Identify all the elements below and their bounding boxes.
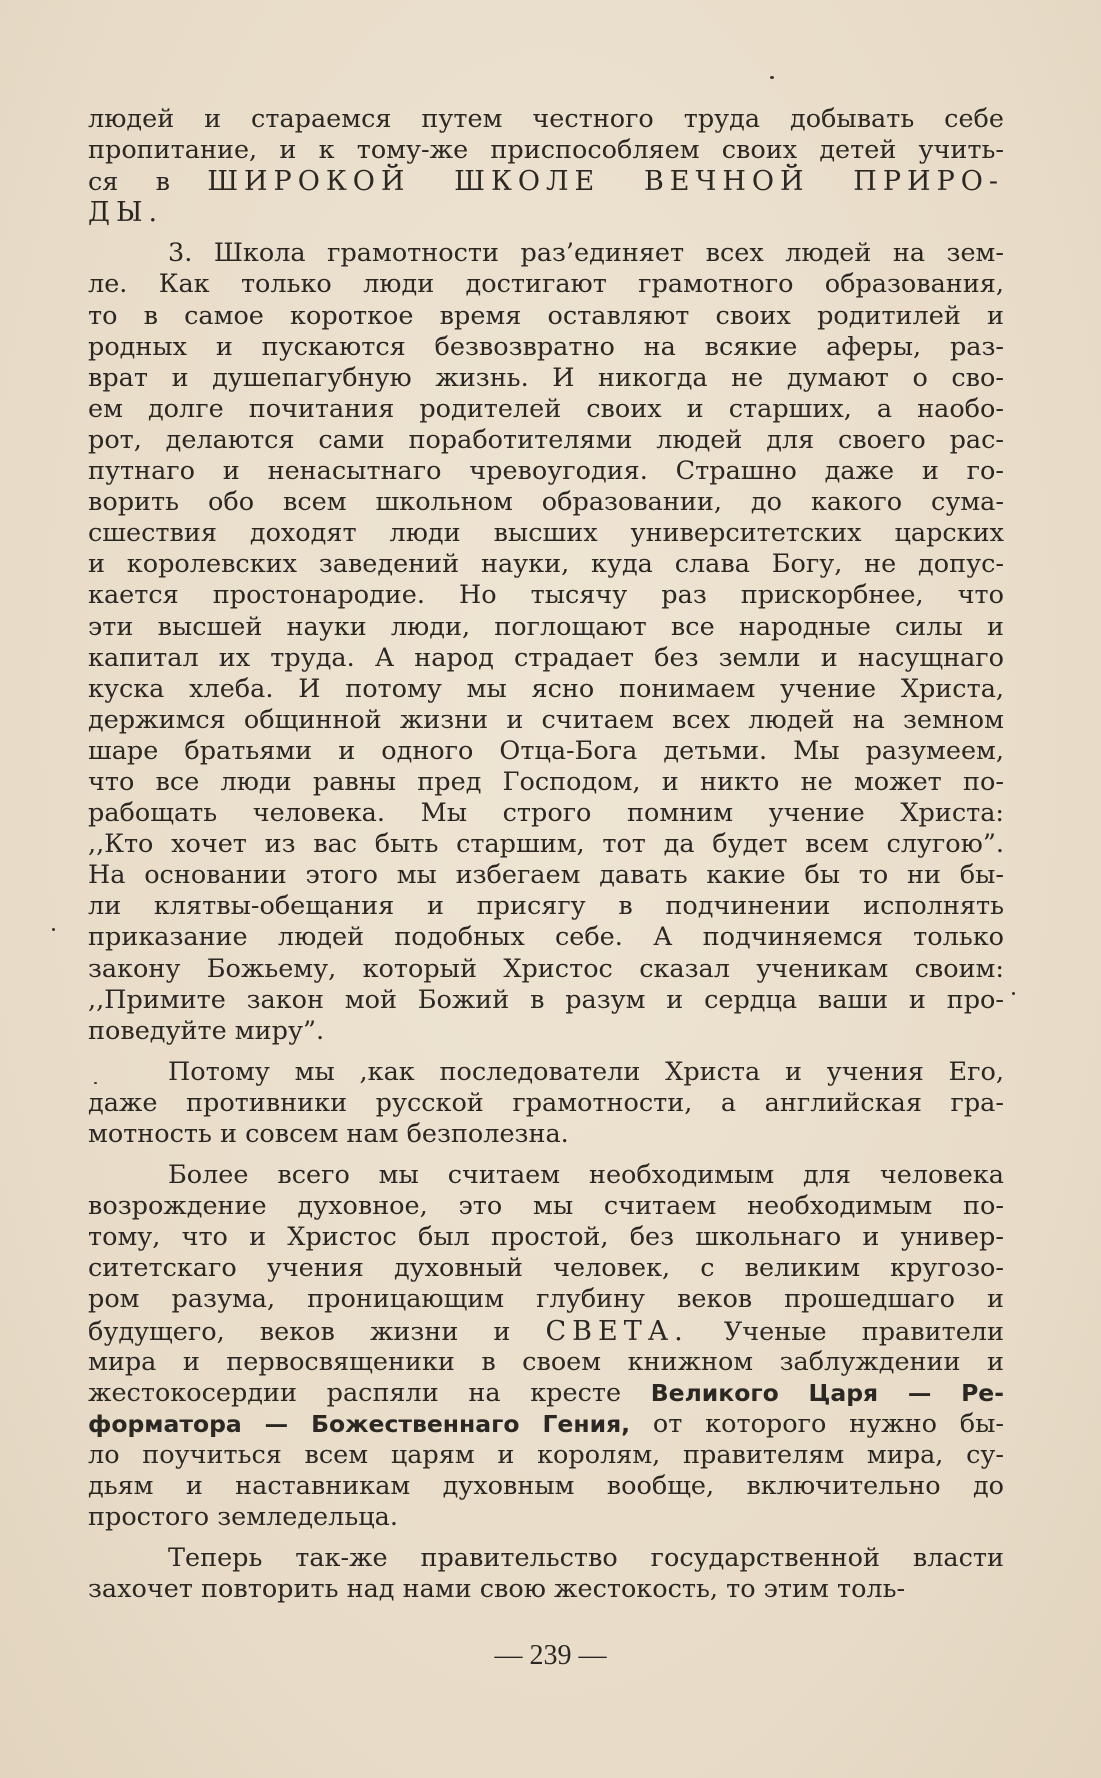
text-line [88,798,1004,829]
text-line [88,1160,1004,1191]
text-run: Ученые правители [688,1316,1004,1347]
text-run: шаре братьями и одного Отца-Бога детьми. Мы разумеем, [88,735,1004,766]
text-run: простого земледельца. [88,1502,398,1533]
text-run: закону Божьему, который Христос сказал ученикам своим: [88,953,1004,984]
text-line [88,238,1004,269]
text-line [88,394,1004,425]
ink-speck [1012,992,1015,995]
text-line [88,332,1004,363]
text-line [88,1409,1004,1440]
text-run: путнаго и ненасытнаго чревоугодия. Страшно даже и го- [88,456,1004,487]
text-run: На основании этого мы избегаем давать какие бы то ни бы- [88,860,1004,891]
text-line [88,580,1004,611]
text-run: врат и душепагубную жизнь. И никогда не думают о сво- [88,362,1004,393]
paragraph-gap [88,1533,1004,1543]
text-line [88,1502,1004,1533]
text-line [88,1057,1004,1088]
text-line [88,860,1004,891]
text-run: даже противники русской грамотности, а английская гра- [88,1087,1004,1118]
text-run: поведуйте миру”. [88,1015,325,1046]
text-run: ворить обо всем школьном образовании, до какого сума- [88,487,1004,518]
text-run: родных и пускаются безвозвратно на всякие аферы, раз- [88,331,1004,362]
text-run: ситетскаго учения духовный человек, с великим кругозо- [88,1253,1004,1284]
ink-speck [770,76,774,79]
text-line [88,425,1004,456]
text-run: возрождение духовное, это мы считаем необходимым по- [88,1191,1004,1222]
text-line [88,922,1004,953]
text-run: пропитание, и к тому-же приспособляем своих детей учить- [88,135,1004,166]
text-run: эти высшей науки люди, поглощают все народные силы и [88,611,1004,642]
text-run: рабощать человека. Мы строго помним учение Христа: [88,798,1004,829]
text-line [88,1543,1004,1574]
text-line [88,891,1004,922]
text-run: людей и стараемся путем честного труда добывать себе [88,104,1004,134]
text-run: куска хлеба. И потому мы ясно понимаем учение Христа, [88,673,1004,704]
page-body-text [88,104,1004,1605]
text-run: ,,Примите закон мой Божий в разум и сердца ваши и про- [88,984,1004,1015]
text-run: от которого нужно бы- [630,1408,1005,1439]
text-run: ле. Как только люди достигают грамотного образования, [88,269,1004,300]
page-number: — 239 — [494,1640,607,1671]
text-line [88,767,1004,798]
text-line [88,1088,1004,1119]
text-line [88,1316,1004,1347]
text-run: ло поучиться всем царям и королям, правителям мира, су- [88,1439,1004,1470]
text-line [88,1119,1004,1150]
text-run: что все люди равны пред Господом, и никто не может по- [88,766,1004,797]
text-line [88,1191,1004,1222]
text-line [88,1347,1004,1378]
text-run: Более всего мы считаем необходимым для человека [168,1160,1004,1191]
text-line [88,1222,1004,1253]
text-run: капитал их труда. А народ страдает без земли и насущнаго [88,642,1004,673]
text-line [88,197,1004,228]
text-line [88,1471,1004,1502]
ink-speck [94,1082,97,1084]
bold-emphasis: Великого Царя — Ре- [650,1378,1004,1407]
text-run: жестокосердии распяли на кресте [88,1377,651,1408]
text-line [88,269,1004,300]
text-line [88,1016,1004,1047]
text-run: приказание людей подобных себе. А подчиняемся только [88,922,1004,953]
text-line [88,1284,1004,1315]
paragraph-gap [88,1150,1004,1160]
text-run: дьям и наставникам духовным вообще, включительно до [88,1471,1004,1502]
text-run: тому, что и Христос был простой, без школьнаго и универ- [88,1222,1004,1253]
text-line [88,135,1004,166]
text-run: ем долге почитания родителей своих и старших, а наобо- [88,393,1004,424]
text-run: ли клятвы-обещания и присягу в подчинении исполнять [88,891,1004,922]
text-run: Теперь так-же правительство государственной власти [168,1543,1004,1574]
text-line [88,1574,1004,1605]
text-run: мотность и совсем нам безполезна. [88,1119,569,1149]
text-run: и королевских заведений науки, куда слава Богу, не допус- [88,549,1004,580]
paragraph-gap [88,1047,1004,1057]
text-line [88,829,1004,860]
ink-speck [52,928,55,931]
text-run: сшествия доходят люди высших университетских царских [88,518,1004,549]
text-run: 3. Школа грамотности раз’единяет всех людей на зем- [168,238,1004,269]
text-line [88,487,1004,518]
text-line [88,705,1004,736]
paragraph-gap [88,228,1004,238]
text-run: будущего, веков жизни и [88,1316,546,1347]
spaced-emphasis: ДЫ. [88,197,164,229]
spaced-emphasis: ШИРОКОЙ ШКОЛЕ ВЕЧНОЙ ПРИРО- [207,166,1004,198]
text-line [88,518,1004,549]
text-run: ,,Кто хочет из вас быть старшим, тот да будет всем слугою”. [88,829,1004,860]
text-run: кается простонародие. Но тысячу раз прискорбнее, что [88,580,1004,611]
text-run: Потому мы ,как последователи Христа и учения Его, [168,1056,1004,1087]
text-line [88,674,1004,705]
text-line [88,643,1004,674]
text-line [88,954,1004,985]
text-line [88,456,1004,487]
text-run: мира и первосвященики в своем книжном заблуждении и [88,1346,1004,1377]
bold-emphasis: форматора — Божественнаго Гения, [88,1409,631,1438]
spaced-emphasis: СВЕТА. [545,1315,689,1347]
text-line [88,736,1004,767]
text-run: захочет повторить над нами свою жестокость, то этим толь- [88,1574,906,1605]
text-run: рот, делаются сами поработителями людей для своего рас- [88,424,1004,455]
text-run: то в самое короткое время оставляют своих родитилей и [88,300,1004,331]
text-line [88,549,1004,580]
text-line [88,1378,1004,1409]
text-line [88,301,1004,332]
text-line [88,166,1004,197]
text-line [88,363,1004,394]
text-line [88,1253,1004,1284]
text-run: держимся общинной жизни и считаем всех людей на земном [88,704,1004,735]
text-run: ся в [88,167,208,198]
text-line [88,104,1004,135]
text-line [88,1440,1004,1471]
text-line [88,612,1004,643]
text-line [88,985,1004,1016]
text-run: ром разума, проницающим глубину веков прошедшаго и [88,1284,1004,1315]
